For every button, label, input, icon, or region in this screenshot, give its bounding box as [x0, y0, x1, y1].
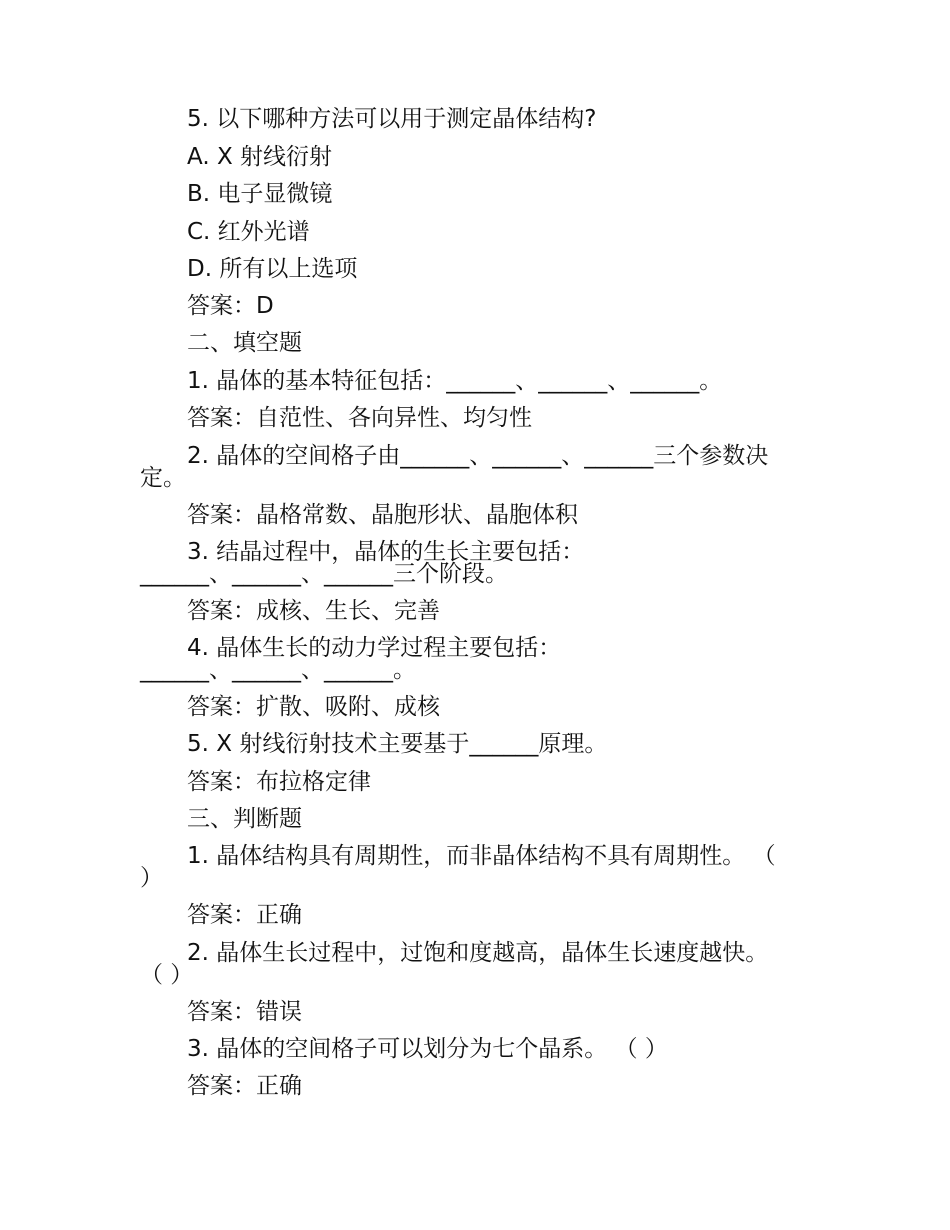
- question-continuation: （ ）: [140, 962, 194, 988]
- question-line: 1. 晶体结构具有周期性，而非晶体结构不具有周期性。 （: [187, 843, 776, 869]
- answer-text: 答案：成核、生长、完善: [187, 598, 440, 624]
- answer-text: 答案：正确: [187, 1073, 302, 1099]
- answer-text: 答案：晶格常数、晶胞形状、晶胞体积: [187, 502, 578, 528]
- answer-text: 答案：扩散、吸附、成核: [187, 694, 440, 720]
- question-line: 3. 结晶过程中，晶体的生长主要包括：: [187, 539, 585, 565]
- fill-blank-question-2: [140, 441, 807, 493]
- question-line: 2. 晶体生长过程中，过饱和度越高，晶体生长速度越快。: [187, 940, 769, 966]
- question-continuation: ______、______、______。: [140, 657, 416, 683]
- question-text: 5. 以下哪种方法可以用于测定晶体结构?: [187, 106, 597, 132]
- question-continuation: ）: [140, 865, 163, 891]
- answer-text: 答案：错误: [187, 999, 302, 1025]
- answer-text: 答案：布拉格定律: [187, 769, 371, 795]
- question-continuation: 定。: [140, 465, 186, 491]
- fill-blank-question-5: 5. X 射线衍射技术主要基于______原理。: [187, 731, 608, 757]
- fill-blank-question-1: 1. 晶体的基本特征包括：______、______、______。: [187, 368, 723, 394]
- question-line: 2. 晶体的空间格子由______、______、______三个参数决: [187, 443, 769, 469]
- option-d: D. 所有以上选项: [187, 256, 358, 282]
- answer-text: 答案：正确: [187, 902, 302, 928]
- true-false-question-3: 3. 晶体的空间格子可以划分为七个晶系。 （ ）: [187, 1036, 668, 1062]
- option-b: B. 电子显微镜: [187, 181, 333, 207]
- option-c: C. 红外光谱: [187, 219, 310, 245]
- fill-blank-question-4: [140, 633, 807, 685]
- answer-text: 答案：D: [187, 293, 274, 319]
- section-heading-fill-blank: 二、填空题: [187, 330, 302, 356]
- section-heading-true-false: 三、判断题: [187, 806, 302, 832]
- question-line: 4. 晶体生长的动力学过程主要包括：: [187, 635, 562, 661]
- answer-text: 答案：自范性、各向异性、均匀性: [187, 405, 532, 431]
- true-false-question-2: [140, 938, 807, 990]
- question-continuation: ______、______、______三个阶段。: [140, 561, 508, 587]
- fill-blank-question-3: [140, 537, 807, 589]
- true-false-question-1: [140, 841, 807, 893]
- option-a: A. X 射线衍射: [187, 144, 333, 170]
